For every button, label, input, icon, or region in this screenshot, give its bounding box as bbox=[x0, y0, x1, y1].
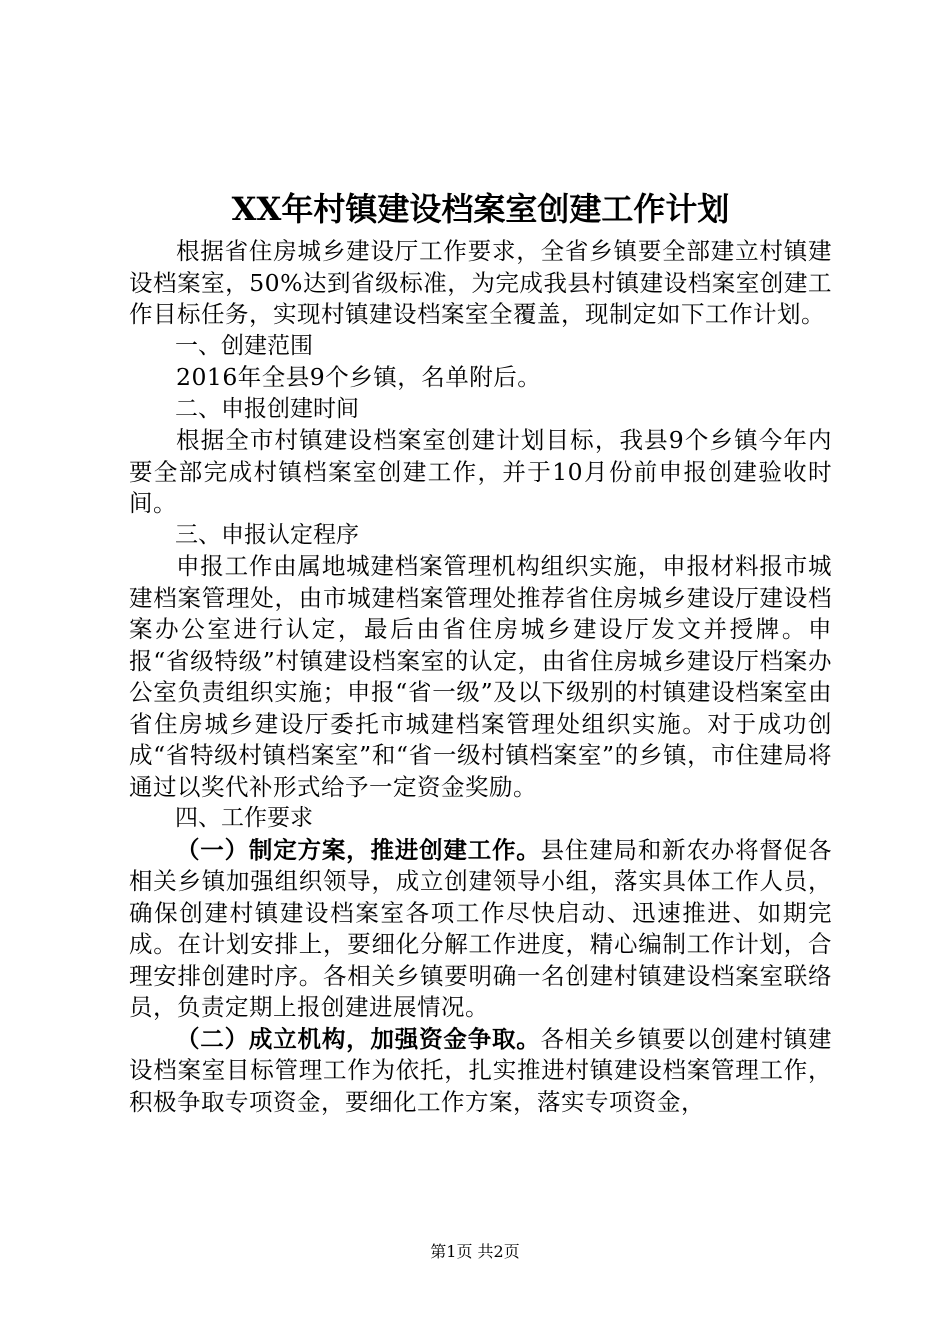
document-title: XX年村镇建设档案室创建工作计划 bbox=[231, 190, 730, 228]
requirement-item-2-text: 各相关乡镇要以创建村镇建设档案室目标管理工作为依托，扎实推进村镇建设档案管理工作，积极争取专项资金，要细化工作方案，落实专项资金， bbox=[129, 1024, 833, 1116]
requirement-item-1 bbox=[129, 835, 832, 1024]
section-text-procedure: 申报工作由属地城建档案管理机构组织实施，申报材料报市城建档案管理处，由市城建档案管理处推荐省住房城乡建设厅建设档案办公室进行认定，最后由省住房城乡建设厅发文并授牌。申报“省级特级”村镇建设档案室的认定，由省住房城乡建设厅档案办公室负责组织实施；申报“省一级”及以下级别的村镇建设档案室由省住房城乡建设厅委托市城建档案管理处组织实施。对于成功创成“省特级村镇档案室”和“省一级村镇档案室”的乡镇，市住建局将通过以奖代补形式给予一定资金奖励。 bbox=[129, 552, 832, 801]
requirement-item-1-lead: （一）制定方案，推进创建工作。 bbox=[176, 835, 541, 864]
section-heading-timing: 二、申报创建时间 bbox=[175, 395, 359, 422]
section-text-timing: 根据全市村镇建设档案室创建计划目标，我县9个乡镇今年内要全部完成村镇档案室创建工作，并于10月份前申报创建验收时间。 bbox=[129, 426, 832, 517]
document-body bbox=[129, 186, 832, 1118]
requirement-item-2 bbox=[129, 1024, 832, 1119]
intro-paragraph: 根据省住房城乡建设厅工作要求，全省乡镇要全部建立村镇建设档案室，50%达到省级标准，为完成我县村镇建设档案室创建工作目标任务，实现村镇建设档案室全覆盖，现制定如下工作计划。 bbox=[129, 237, 832, 328]
requirement-item-2-lead: （二）成立机构，加强资金争取。 bbox=[176, 1024, 541, 1053]
section-heading-procedure: 三、申报认定程序 bbox=[175, 521, 359, 548]
requirement-item-1-text: 县住建局和新农办将督促各相关乡镇加强组织领导，成立创建领导小组，落实具体工作人员，确保创建村镇建设档案室各项工作尽快启动、迅速推进、如期完成。在计划安排上，要细化分解工作进度，精心编制工作计划，合理安排创建时序。各相关乡镇要明确一名创建村镇建设档案室联络员，负责定期上报创建进展情况。 bbox=[129, 835, 833, 1021]
page-footer: 第1页 共2页 bbox=[430, 1242, 520, 1261]
section-heading-requirements: 四、工作要求 bbox=[175, 805, 313, 831]
section-heading-scope: 一、创建范围 bbox=[175, 332, 313, 359]
section-text-scope: 2016年全县9个乡镇，名单附后。 bbox=[176, 363, 542, 391]
